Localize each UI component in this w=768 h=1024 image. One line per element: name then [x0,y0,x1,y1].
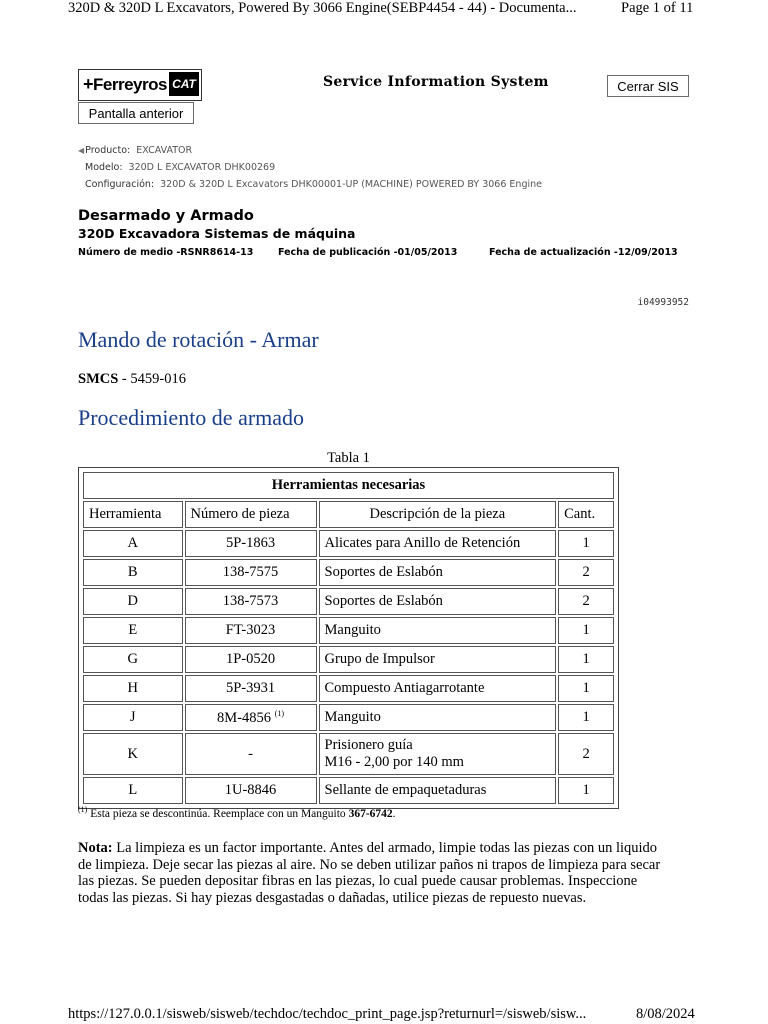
document-heading: Desarmado y Armado [78,208,254,224]
tool-cell: E [83,617,183,644]
column-header: Herramienta [83,501,183,528]
tool-cell: J [83,704,183,731]
desc-cell: Sellante de empaquetaduras [319,777,557,804]
part-number: 8M-4856 [217,709,272,726]
table-row [83,646,614,673]
product-line [78,145,192,156]
desc-cell: Grupo de Impulsor [319,646,557,673]
modelo-value: 320D L EXCAVATOR DHK00269 [128,162,276,173]
table-row [83,675,614,702]
close-sis-button[interactable]: Cerrar SIS [607,75,689,97]
cat-badge: CAT [169,72,199,96]
document-subheading: 320D Excavadora Sistemas de máquina [78,226,356,241]
desc-cell [319,733,557,775]
logo-text: + Ferreyros [83,74,167,95]
tool-cell: H [83,675,183,702]
part-cell [185,704,317,731]
producto-label: Producto: [85,145,131,156]
qty-cell: 1 [558,704,614,731]
part-cell: - [185,733,317,775]
part-cell: 138-7573 [185,588,317,615]
page-title: Mando de rotación - Armar [78,327,319,352]
print-url: https://127.0.0.1/sisweb/sisweb/techdoc/techdoc_print_page.jsp?returnurl=/sisweb/sisw... [68,1006,587,1022]
model-line [85,162,275,173]
smcs-value: - 5459-016 [118,371,186,387]
desc-cell: Compuesto Antiagarrotante [319,675,557,702]
table-row [83,530,614,557]
tool-cell: D [83,588,183,615]
smcs-label: SMCS [78,371,119,387]
qty-cell: 1 [558,617,614,644]
part-cell: 1P-0520 [185,646,317,673]
tools-table [78,467,619,809]
qty-cell: 2 [558,559,614,586]
desc-cell: Soportes de Eslabón [319,559,557,586]
desc-cell: Manguito [319,704,557,731]
part-cell: 138-7575 [185,559,317,586]
print-title: 320D & 320D L Excavators, Powered By 3066 Engine(SEBP4454 - 44) - Documenta... [68,0,577,16]
footnote-ref: (1) [274,708,284,718]
footnote-part: 367-6742 [348,807,393,820]
cleaning-note [78,840,668,906]
footnote-end: . [392,807,396,820]
table-footnote [78,805,396,820]
qty-cell: 2 [558,588,614,615]
tool-cell: L [83,777,183,804]
note-text: La limpieza es un factor importante. Antes del armado, limpie todas las piezas con un liquido de limpieza. Deje secar las piezas al aire. No se deben utilizar paños ni trapos de limpieza para secar las piezas. Se pueden depositar fibras en las piezas, lo cual puede causar problemas. Inspeccione todas las piezas. Si hay piezas desgastadas o dañadas, utilice piezas de repuesto nuevas. [78,840,661,906]
part-cell: FT-3023 [185,617,317,644]
column-header: Número de pieza [185,501,317,528]
footnote-text: Esta pieza se descontinúa. Reemplace con un Manguito [87,807,349,820]
tool-cell: B [83,559,183,586]
table-header: Herramientas necesarias [83,472,614,499]
modelo-label: Modelo: [85,162,123,173]
smcs-code [78,371,186,388]
part-cell: 5P-1863 [185,530,317,557]
tool-cell: G [83,646,183,673]
table-caption: Tabla 1 [327,450,370,466]
desc-cell: Alicates para Anillo de Retención [319,530,557,557]
column-header: Cant. [558,501,614,528]
column-header: Descripción de la pieza [319,501,557,528]
qty-cell: 1 [558,675,614,702]
desc-cell: Soportes de Eslabón [319,588,557,615]
qty-cell: 1 [558,777,614,804]
table-columns-row [83,501,614,528]
publish-date: Fecha de publicación -01/05/2013 [278,247,458,258]
table-row [83,617,614,644]
table-row [83,704,614,731]
tool-cell: K [83,733,183,775]
table-row [83,588,614,615]
producto-value: EXCAVATOR [136,145,193,156]
qty-cell: 2 [558,733,614,775]
desc-line-1: Prisionero guía [324,737,413,753]
print-page-number: Page 1 of 11 [621,0,694,16]
table-row [83,733,614,775]
document-id: i04993952 [637,297,689,308]
note-label: Nota: [78,840,113,856]
ferreyros-cat-logo [78,69,202,101]
tool-cell: A [83,530,183,557]
part-cell: 1U-8846 [185,777,317,804]
update-date: Fecha de actualización -12/09/2013 [489,247,678,258]
configuration-line [85,179,542,190]
print-date: 8/08/2024 [636,1006,695,1022]
table-row [83,559,614,586]
part-cell: 5P-3931 [185,675,317,702]
config-value: 320D & 320D L Excavators DHK00001-UP (MACHINE) POWERED BY 3066 Engine [160,179,542,190]
footnote-mark: (1) [78,805,88,814]
config-label: Configuración: [85,179,155,190]
section-title: Procedimiento de armado [78,405,305,430]
qty-cell: 1 [558,530,614,557]
sis-title: Service Information System [323,74,549,90]
desc-line-2: M16 - 2,00 por 140 mm [324,754,464,770]
back-button[interactable]: Pantalla anterior [78,102,194,124]
triangle-left-icon: ◀ [78,146,85,155]
table-row [83,777,614,804]
desc-cell: Manguito [319,617,557,644]
media-number: Número de medio -RSNR8614-13 [78,247,254,258]
table-header-row [83,472,614,499]
qty-cell: 1 [558,646,614,673]
print-header [0,0,768,18]
